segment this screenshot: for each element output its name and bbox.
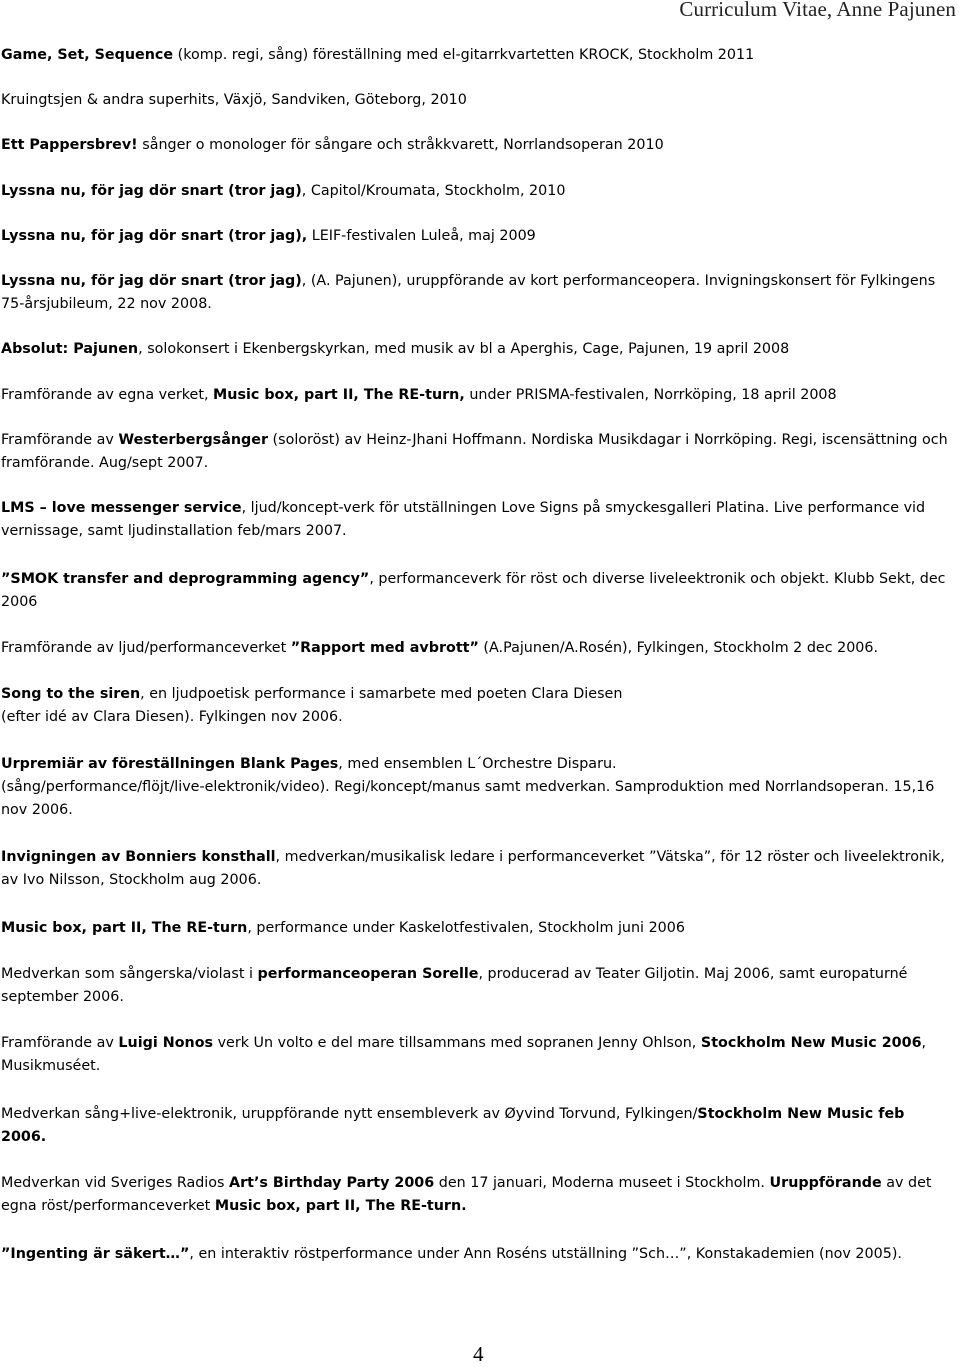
entry-text: (komp. regi, sång) föreställning med el-gitarrkvartetten KROCK, Stockholm 2011 (173, 47, 755, 63)
entry-text: Framförande av (1, 431, 119, 448)
page-number: 4 (473, 1342, 484, 1366)
cv-entry (1, 753, 953, 823)
entry-title: performanceoperan Sorelle (257, 965, 479, 982)
entry-title: ”Rapport med avbrott” (290, 640, 479, 657)
cv-entry (1, 429, 953, 475)
entry-title: Lyssna nu, för jag dör snart (tror jag) (1, 273, 302, 290)
entry-text: Framförande av ljud/performanceverket (1, 640, 291, 657)
entry-text: Kruingtsjen & andra superhits, Växjö, Sandviken, Göteborg, 2010 (1, 92, 467, 109)
entry-title: Stockholm New Music 2006 (700, 1035, 922, 1052)
entry-text: LEIF-festivalen Luleå, maj 2009 (307, 227, 536, 244)
entry-text: , producerad av Teater Giljotin. Maj 2006, samt europaturné september 2006. (1, 965, 908, 1006)
page-header: Curriculum Vitae, Anne Pajunen (679, 0, 956, 21)
cv-entry (1, 683, 953, 729)
entry-text: Framförande av egna verket, (1, 386, 214, 403)
entry-title: Music box, part II, The RE-turn, (213, 386, 465, 403)
entry-title: LMS – love messenger service (1, 500, 242, 517)
entry-text: Medverkan vid Sveriges Radios (1, 1175, 230, 1192)
cv-entry (1, 384, 953, 407)
cv-entry (1, 917, 953, 940)
cv-entry (1, 270, 953, 316)
entry-text: sånger o monologer för sångare och stråkkvarett, Norrlandsoperan 2010 (137, 137, 664, 154)
cv-entry (1, 1243, 953, 1266)
cv-entry (1, 44, 953, 67)
cv-entry (1, 225, 953, 248)
entry-text: av det egna röst/performanceverket (1, 1175, 932, 1215)
entry-text: (soloröst) av Heinz-Jhani Hoffmann. Nordiska Musikdagar i Norrköping. Regi, iscensättning och framförande. Aug/sept 2007. (1, 431, 948, 472)
entry-text: , en interaktiv röstperformance under Ann Roséns utställning ”Sch…”, Konstakademien (nov 2005). (189, 1245, 902, 1262)
entry-text: , solokonsert i Ekenbergskyrkan, med musik av bl a Aperghis, Cage, Pajunen, 19 april 2008 (138, 341, 790, 358)
entry-title: Westerbergsånger (118, 431, 269, 448)
entry-text: , ljud/koncept-verk för utställningen Love Signs på smyckesgalleri Platina. Live performance vid vernissage, samt ljudinstallation feb/mars 2007. (1, 500, 926, 540)
entry-text: , en ljudpoetisk performance i samarbete med poeten Clara Diesen (140, 686, 623, 703)
entry-title: Art’s Birthday Party 2006 (229, 1175, 435, 1192)
entry-text: den 17 januari, Moderna museet i Stockholm. (434, 1175, 770, 1192)
entry-title: Game, Set, Sequence (1, 47, 174, 63)
entry-title: Music box, part II, The RE-turn (1, 919, 248, 936)
cv-entry (1, 1172, 953, 1218)
entry-text: , med ensemblen L´Orchestre Disparu. (338, 755, 617, 772)
cv-entry (1, 568, 953, 614)
cv-entry (1, 637, 953, 660)
cv-entry (1, 1103, 953, 1149)
entry-list (1, 22, 953, 1266)
cv-entry (1, 497, 953, 543)
entry-text: Medverkan som sångerska/violast i (1, 965, 258, 982)
entry-title: Luigi Nonos (118, 1035, 214, 1052)
entry-title: Song to the siren (1, 686, 141, 703)
entry-title: ”SMOK transfer and deprogramming agency” (1, 570, 370, 587)
entry-text: (A.Pajunen/A.Rosén), Fylkingen, Stockholm 2 dec 2006. (478, 640, 879, 657)
entry-text: , performanceverk för röst och diverse liveleektronik och objekt. Klubb Sekt, dec 2006 (1, 570, 946, 610)
cv-entry (1, 963, 953, 1009)
entry-text: , performance under Kaskelotfestivalen, Stockholm juni 2006 (247, 919, 685, 936)
entry-text: (efter idé av Clara Diesen). Fylkingen nov 2006. (1, 709, 343, 726)
entry-text: Framförande av (1, 1035, 119, 1052)
entry-title: Lyssna nu, för jag dör snart (tror jag), (1, 227, 308, 244)
entry-title: Uruppförande (769, 1175, 882, 1192)
entry-title: Invigningen av Bonniers konsthall (1, 849, 276, 866)
entry-text: verk Un volto e del mare tillsammans med sopranen Jenny Ohlson, (213, 1035, 701, 1052)
entry-text: , medverkan/musikalisk ledare i performanceverket ”Vätska”, för 12 röster och liveelektronik, av Ivo Nilsson, Stockholm aug 2006. (1, 849, 945, 889)
entry-text: Medverkan sång+live-elektronik, uruppförande nytt ensembleverk av Øyvind Torvund, Fylkingen/ (1, 1105, 698, 1122)
entry-title: Music box, part II, The RE-turn. (214, 1198, 467, 1215)
entry-title: Lyssna nu, för jag dör snart (tror jag) (1, 182, 302, 199)
entry-title: Stockholm New Music feb 2006. (1, 1105, 905, 1145)
entry-title: Absolut: Pajunen (1, 341, 139, 358)
cv-entry (1, 89, 953, 112)
entry-text: , (A. Pajunen), uruppförande av kort performanceopera. Invigningskonsert för Fylkingens 75-årsjubileum, 22 nov 2008. (1, 273, 936, 313)
entry-text: , Capitol/Kroumata, Stockholm, 2010 (301, 182, 566, 199)
entry-text: (sång/performance/flöjt/live-elektronik/video). Regi/koncept/manus samt medverkan. Samproduktion med Norrlandsoperan. 15,16 nov 2006. (1, 778, 935, 819)
cv-entry (1, 846, 953, 892)
entry-title: ”Ingenting är säkert…” (1, 1245, 190, 1262)
entry-text: , Musikmuséet. (1, 1035, 927, 1075)
cv-entry (1, 1032, 953, 1078)
cv-entry (1, 180, 953, 203)
cv-entry (1, 134, 953, 157)
entry-text: under PRISMA-festivalen, Norrköping, 18 april 2008 (464, 386, 837, 403)
entry-title: Ett Pappersbrev! (1, 137, 138, 154)
cv-entry (1, 338, 953, 361)
entry-title: Urpremiär av föreställningen Blank Pages (1, 755, 339, 772)
